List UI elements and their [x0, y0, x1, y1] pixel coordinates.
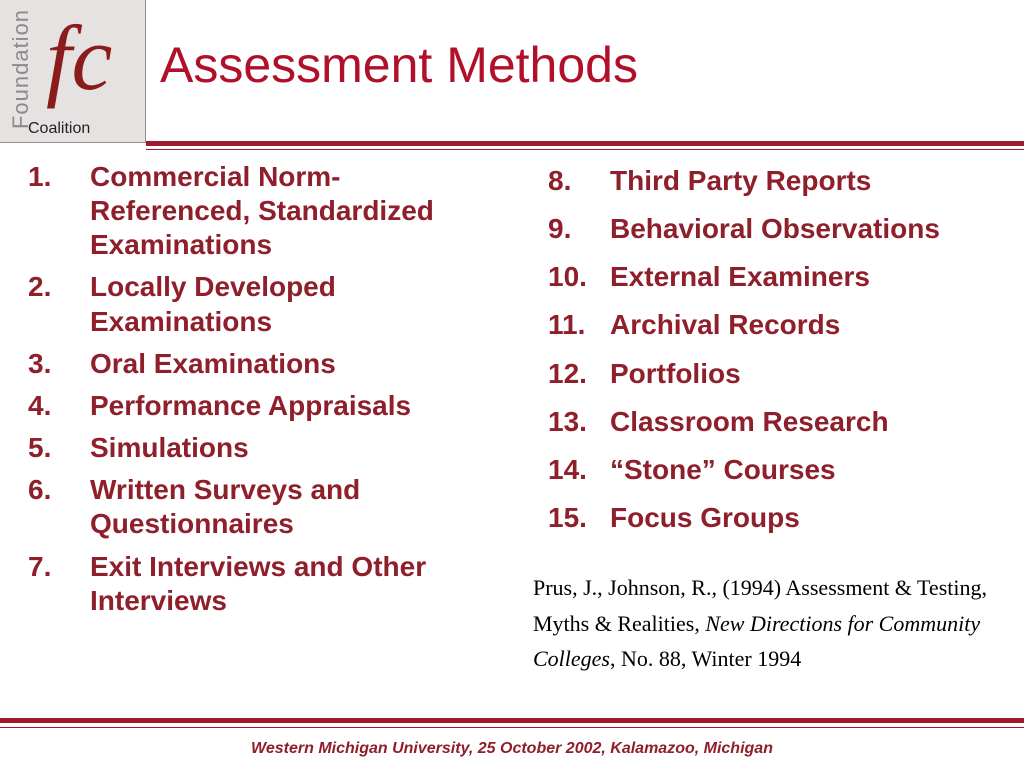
citation-issue: , No. 88, Winter 1994: [610, 646, 802, 672]
top-divider-thin: [146, 149, 1024, 150]
list-item: [548, 212, 1018, 246]
item-number: 2.: [28, 271, 52, 303]
logo-word-foundation: Foundation: [8, 8, 33, 130]
item-number: 7.: [28, 550, 52, 582]
item-number: 11.: [548, 309, 586, 341]
citation: [533, 570, 1001, 677]
bottom-divider: [0, 718, 1024, 723]
item-number: 1.: [28, 161, 52, 192]
item-text: Written Surveys and Questionnaires: [90, 474, 361, 540]
list-item: [548, 260, 1018, 294]
list-item: [28, 389, 498, 423]
item-number: 6.: [28, 474, 52, 506]
list-item: [548, 405, 1018, 439]
logo-word-coalition: Coalition: [28, 120, 91, 137]
citation-authors: Prus, J., Johnson, R., (1994) Assessment & Testing, Myths & Realities,: [533, 575, 987, 636]
item-text: Oral Examinations: [90, 347, 336, 379]
list-item: [548, 453, 1018, 487]
slide-title: Assessment Methods: [160, 37, 638, 93]
item-number: 14.: [548, 453, 587, 485]
list-item: [548, 501, 1018, 535]
item-number: 5.: [28, 432, 52, 464]
item-number: 4.: [28, 389, 52, 421]
list-item: [548, 357, 1018, 391]
item-number: 8.: [548, 165, 572, 196]
item-text: Third Party Reports: [610, 165, 872, 196]
list-item: [28, 473, 498, 541]
list-item: [28, 550, 498, 618]
item-text: External Examiners: [610, 261, 870, 293]
item-text: Classroom Research: [610, 405, 889, 437]
item-number: 3.: [28, 347, 52, 379]
item-text: Archival Records: [610, 309, 841, 341]
foundation-coalition-logo: [0, 0, 146, 143]
footer-text: Western Michigan University, 25 October 2002, Kalamazoo, Michigan: [251, 740, 773, 757]
item-text: Commercial Norm-Referenced, Standardized Examinations: [90, 161, 434, 261]
citation-journal: New Directions for Community Colleges: [533, 610, 981, 672]
item-text: Focus Groups: [610, 502, 800, 534]
item-text: Performance Appraisals: [90, 389, 412, 421]
item-text: Portfolios: [610, 357, 741, 389]
list-item: [28, 160, 498, 262]
list-item: [548, 164, 1018, 198]
item-number: 15.: [548, 502, 587, 534]
item-text: Simulations: [90, 432, 249, 464]
item-text: Exit Interviews and Other Interviews: [90, 550, 427, 616]
list-item: [548, 308, 1018, 342]
top-divider: [146, 141, 1024, 146]
bottom-divider-thin: [0, 727, 1024, 728]
list-item: [28, 270, 498, 338]
item-text: Locally Developed Examinations: [90, 271, 336, 337]
item-number: 9.: [548, 213, 572, 245]
item-number: 13.: [548, 405, 587, 437]
logo-fc-mark: fc: [46, 7, 113, 109]
item-text: “Stone” Courses: [610, 453, 836, 485]
item-text: Behavioral Observations: [610, 213, 940, 245]
list-item: [28, 431, 498, 465]
methods-list-left: [28, 160, 498, 626]
list-item: [28, 347, 498, 381]
item-number: 12.: [548, 357, 587, 389]
methods-list-right: [548, 164, 1018, 549]
item-number: 10.: [548, 261, 587, 293]
